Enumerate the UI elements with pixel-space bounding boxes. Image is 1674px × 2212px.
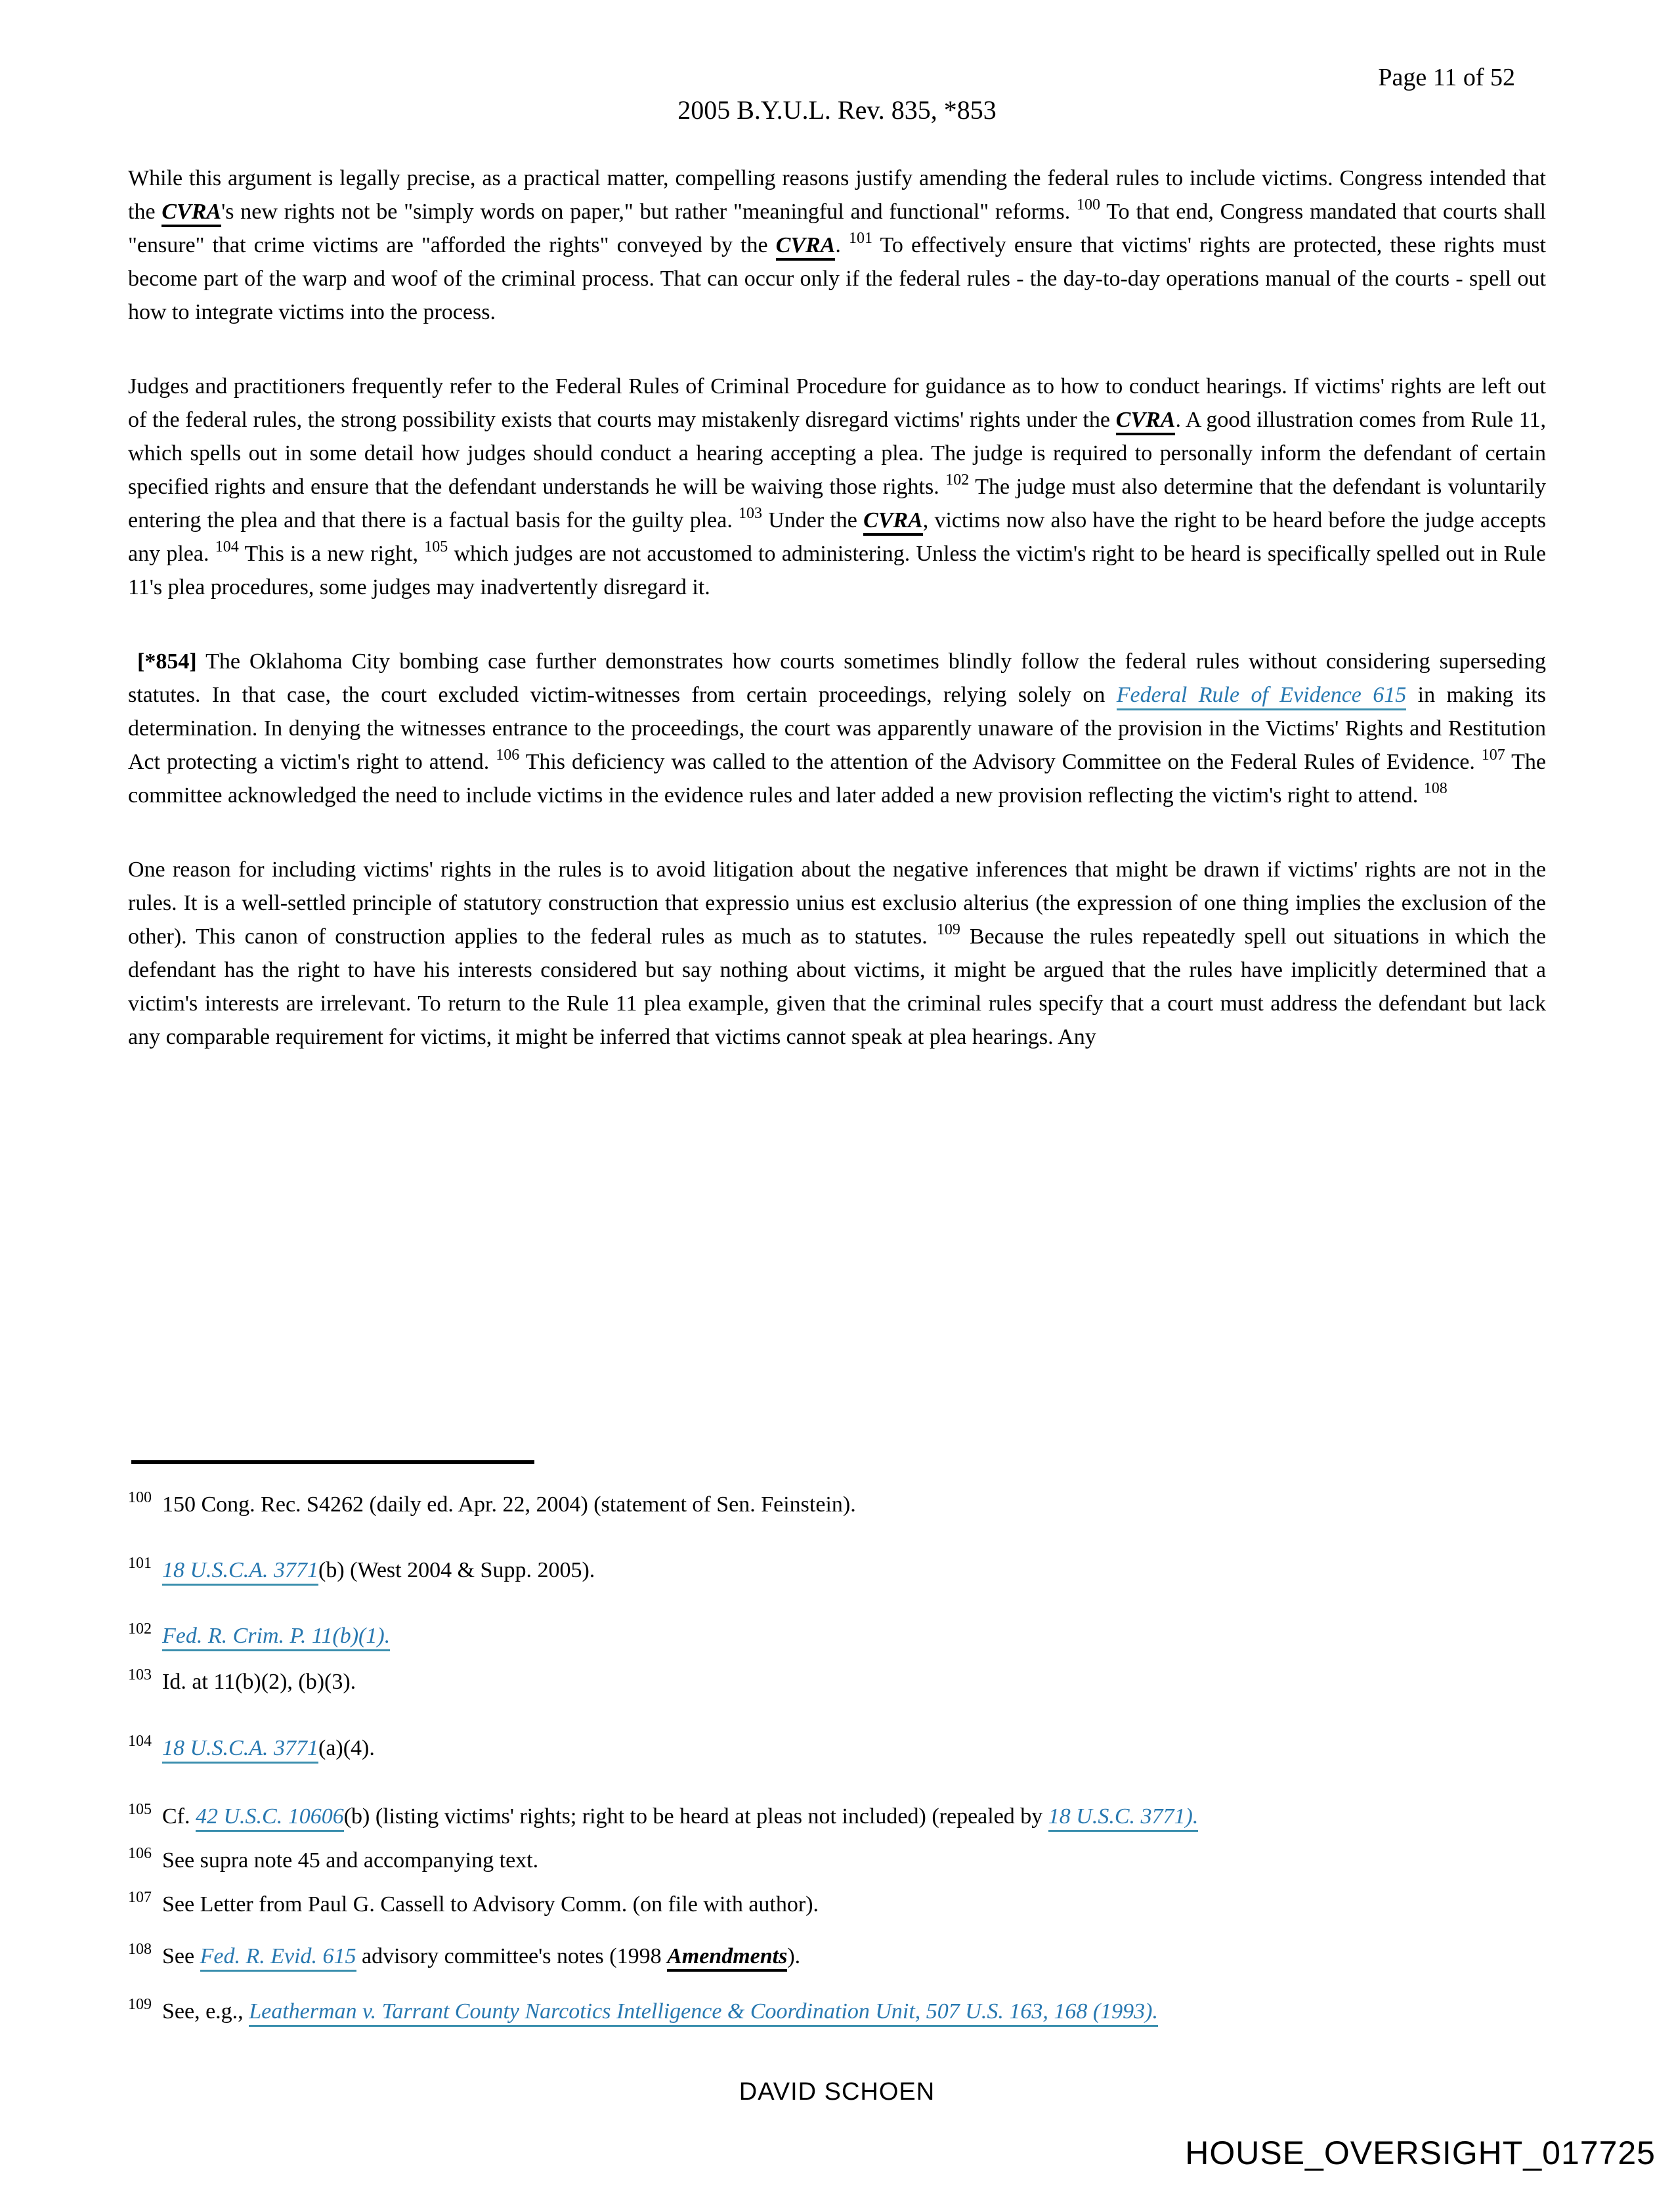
footnote-ref: 104: [215, 538, 239, 555]
footnote-ref: 101: [849, 229, 873, 247]
footnotes-section: [128, 1488, 1546, 2028]
footnote-ref: 103: [739, 504, 763, 522]
citation-link[interactable]: Leatherman v. Tarrant County Narcotics Intelligence & Coordination Unit, 507 U.S. 163, 168 (1993).: [249, 1999, 1158, 2027]
citation-link[interactable]: Federal Rule of Evidence 615: [1117, 683, 1407, 710]
footnote-ref: 105: [424, 538, 448, 555]
footnote-number: 108: [128, 1940, 152, 1958]
text-run: While this argument is legally precise, as a practical matter, compelling reasons justify amending the federal rules to include victims. Congress intended that the: [128, 166, 1546, 224]
text-run: advisory committee's notes (1998: [356, 1944, 668, 1968]
text-run: The judge must also determine that the defendant is voluntarily entering the plea and that there is a factual basis for the guilty plea.: [128, 475, 1547, 532]
footnote-number: 105: [128, 1800, 152, 1818]
footnote-ref: 106: [496, 746, 520, 764]
footnote-number: 106: [128, 1844, 152, 1862]
footnote-number: 109: [128, 1995, 152, 2013]
citation-link[interactable]: 42 U.S.C. 10606: [196, 1804, 344, 1832]
footnote-number: 100: [128, 1488, 152, 1506]
emphasized-term: CVRA: [161, 200, 221, 227]
text-run: The Oklahoma City bombing case further demonstrates how courts sometimes blindly follow the federal rules without considering superseding statutes. In that case, the court excluded victim-witnesses from certain proceedings, relying solely on: [128, 649, 1546, 707]
footnote: [128, 1731, 1546, 1765]
citation-link[interactable]: 18 U.S.C.A. 3771: [162, 1736, 318, 1764]
text-run: One reason for including victims' rights in the rules is to avoid litigation about the negative inferences that might be drawn if victims' rights are not in the rules. It is a well-settled principle of statutory construction that expressio unius est exclusio alterius (the expression of one thing implies the exclusion of the other). This canon of construction applies to the federal rules as much as to statutes.: [128, 857, 1546, 949]
emphasized-term: Amendments: [667, 1944, 787, 1972]
text-run: .: [835, 233, 849, 257]
body-text: [128, 162, 1546, 1095]
footnote-ref: 109: [936, 921, 960, 938]
footnote-ref: 102: [945, 471, 970, 488]
footnote: [128, 1665, 1546, 1699]
footnote: [128, 1888, 1546, 1921]
text-run: 's new rights not be "simply words on paper," but rather "meaningful and functional" reforms.: [221, 200, 1077, 224]
text-run: Because the rules repeatedly spell out situations in which the defendant has the right to have his interests considered but say nothing about victims, it might be argued that the rules have implicitly determined that a victim's interests are irrelevant. To return to the Rule 11 plea example, given that the criminal rules specify that a court must address the defendant but lack any comparable requirement for victims, it might be inferred that victims cannot speak at plea hearings. Any: [128, 924, 1546, 1049]
text-run: 150 Cong. Rec. S4262 (daily ed. Apr. 22, 2004) (statement of Sen. Feinstein).: [162, 1492, 856, 1517]
text-run: See supra note 45 and accompanying text.: [162, 1848, 539, 1873]
footnote-ref: 100: [1077, 196, 1101, 213]
emphasized-term: CVRA: [776, 233, 836, 261]
text-run: , victims now also have the right to be heard before the judge accepts any plea.: [128, 508, 1546, 566]
paragraph: [128, 162, 1546, 329]
text-run: The committee acknowledged the need to include victims in the evidence rules and later added a new provision reflecting the victim's right to attend.: [128, 750, 1546, 808]
paragraph: [128, 645, 1546, 812]
text-run: To effectively ensure that victims' rights are protected, these rights must become part of the warp and woof of the criminal process. That can occur only if the federal rules - the day-to-day operations manual of the courts - spell out how to integrate victims into the process.: [128, 233, 1546, 324]
text-run: Id. at 11(b)(2), (b)(3).: [162, 1670, 356, 1694]
star-page-marker: [*854]: [137, 649, 197, 674]
footnote: [128, 1619, 1546, 1653]
footnote: [128, 1995, 1546, 2028]
text-run: To that end, Congress mandated that courts shall "ensure" that crime victims are "afforded the rights" conveyed by the: [128, 200, 1546, 257]
text-run: (a)(4).: [318, 1736, 375, 1760]
footnote-number: 101: [128, 1554, 152, 1572]
text-run: . A good illustration comes from Rule 11, which spells out in some detail how judges should conduct a hearing accepting a plea. The judge is required to personally inform the defendant of certain specified rights and ensure that the defendant understands he will be waiving those rights.: [128, 408, 1546, 499]
citation-link[interactable]: 18 U.S.C. 3771).: [1048, 1804, 1199, 1832]
footnote: [128, 1940, 1546, 1973]
text-run: See Letter from Paul G. Cassell to Advisory Comm. (on file with author).: [162, 1892, 819, 1917]
text-run: See, e.g.,: [162, 1999, 249, 2024]
footnote: [128, 1800, 1546, 1833]
footnote-number: 103: [128, 1666, 152, 1683]
text-run: See: [162, 1944, 200, 1968]
text-run: (b) (West 2004 & Supp. 2005).: [318, 1558, 595, 1582]
footnote-number: 104: [128, 1732, 152, 1750]
citation-header: 2005 B.Y.U.L. Rev. 835, *853: [677, 95, 997, 125]
paragraph: [128, 370, 1546, 604]
footnote-ref: 108: [1423, 779, 1448, 797]
text-run: Judges and practitioners frequently refer to the Federal Rules of Criminal Procedure for guidance as to how to conduct hearings. If victims' rights are left out of the federal rules, the strong possibility exists that courts may mistakenly disregard victims' rights under the: [128, 374, 1546, 432]
text-run: ).: [787, 1944, 801, 1968]
citation-link[interactable]: Fed. R. Crim. P. 11(b)(1).: [162, 1624, 390, 1651]
footnote-number: 107: [128, 1888, 152, 1906]
text-run: Under the: [762, 508, 864, 532]
footnote-ref: 107: [1481, 746, 1505, 764]
footnote: [128, 1844, 1546, 1877]
text-run: which judges are not accustomed to administering. Unless the victim's right to be heard is specifically spelled out in Rule 11's plea procedures, some judges may inadvertently disregard it.: [128, 542, 1546, 599]
emphasized-term: CVRA: [1116, 408, 1176, 435]
bates-number: HOUSE_OVERSIGHT_017725: [1185, 2135, 1656, 2171]
footnote: [128, 1553, 1546, 1587]
emphasized-term: CVRA: [863, 508, 923, 536]
text-run: This deficiency was called to the attention of the Advisory Committee on the Federal Rules of Evidence.: [519, 750, 1482, 774]
citation-link[interactable]: Fed. R. Evid. 615: [200, 1944, 356, 1972]
text-run: Cf.: [162, 1804, 196, 1829]
text-run: in making its determination. In denying the witnesses entrance to the proceedings, the court was apparently unaware of the provision in the Victims' Rights and Restitution Act protecting a victim's right to attend.: [128, 683, 1546, 774]
text-run: (b) (listing victims' rights; right to be heard at pleas not included) (repealed by: [343, 1804, 1048, 1829]
page-indicator: Page 11 of 52: [1378, 64, 1515, 91]
citation-link[interactable]: 18 U.S.C.A. 3771: [162, 1558, 318, 1586]
author-name: DAVID SCHOEN: [739, 2078, 935, 2106]
footnote: [128, 1488, 1546, 1521]
footnote-separator: [131, 1460, 534, 1464]
footnote-number: 102: [128, 1620, 152, 1637]
text-run: This is a new right,: [238, 542, 425, 566]
paragraph: [128, 853, 1546, 1054]
